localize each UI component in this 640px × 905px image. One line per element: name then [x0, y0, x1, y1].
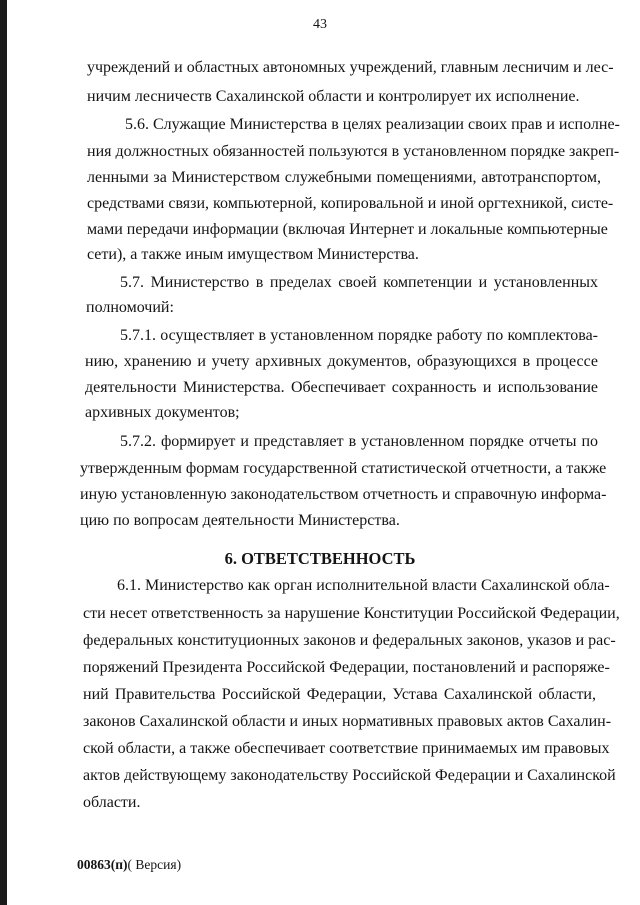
text-line: 5.7. Министерство в пределах своей компетенции и установленных — [120, 274, 598, 291]
text-line: ской области, а также обеспечивает соответствие принимаемых им правовых — [83, 740, 610, 757]
text-line: ленными за Министерством служебными помещениями, автотранспортом, — [87, 169, 601, 186]
scan-edge — [0, 0, 7, 905]
text-line: федеральных конституционных законов и федеральных законов, указов и рас- — [83, 632, 616, 649]
text-line: нию, хранению и учету архивных документов, образующихся в процессе — [85, 353, 598, 370]
text-line: актов действующему законодательству Российской Федерации и Сахалинской — [83, 767, 616, 784]
text-line: полномочий: — [86, 299, 174, 316]
text-line: утвержденным формам государственной статистической отчетности, а также — [80, 460, 607, 477]
text-line: области. — [83, 794, 141, 811]
text-line: 5.6. Служащие Министерства в целях реализации своих прав и исполне- — [125, 116, 620, 133]
text-line: 5.7.1. осуществляет в установленном порядке работу по комплектова- — [120, 327, 598, 344]
text-line: иную установленную законодательством отчетность и справочную информа- — [80, 486, 607, 503]
text-line: 6.1. Министерство как орган исполнительной власти Сахалинской обла- — [117, 577, 610, 594]
text-line: деятельности Министерства. Обеспечивает сохранность и использование — [85, 379, 598, 396]
section-heading: 6. ОТВЕТСТВЕННОСТЬ — [224, 549, 416, 568]
text-line: сти несет ответственность за нарушение Конституции Российской Федерации, — [83, 605, 620, 622]
document-code-number: 00863(п) — [77, 857, 128, 872]
text-line: 5.7.2. формирует и представляет в установленном порядке отчеты по — [120, 433, 598, 450]
text-line: ния должностных обязанностей пользуются в установленном порядке закреп- — [87, 143, 620, 160]
text-line: сети), а также иным имуществом Министерства. — [87, 246, 419, 263]
document-code — [77, 857, 181, 873]
document-code-label: ( Версия) — [127, 857, 182, 872]
text-line: цию по вопросам деятельности Министерства. — [80, 512, 400, 529]
text-line: мами передачи информации (включая Интернет и локальные компьютерные — [87, 221, 608, 238]
text-line: законов Сахалинской области и иных нормативных правовых актов Сахалин- — [83, 713, 612, 730]
page-number: 43 — [313, 17, 327, 32]
text-line: учреждений и областных автономных учреждений, главным лесничим и лес- — [87, 59, 614, 76]
text-line: архивных документов; — [85, 404, 240, 421]
text-line: средствами связи, компьютерной, копировальной и иной оргтехникой, систе- — [87, 195, 614, 212]
text-line: поряжений Президента Российской Федерации, постановлений и распоряже- — [83, 659, 610, 676]
text-line: ний Правительства Российской Федерации, Устава Сахалинской области, — [83, 686, 596, 703]
text-line: ничим лесничеств Сахалинской области и контролирует их исполнение. — [87, 88, 580, 105]
